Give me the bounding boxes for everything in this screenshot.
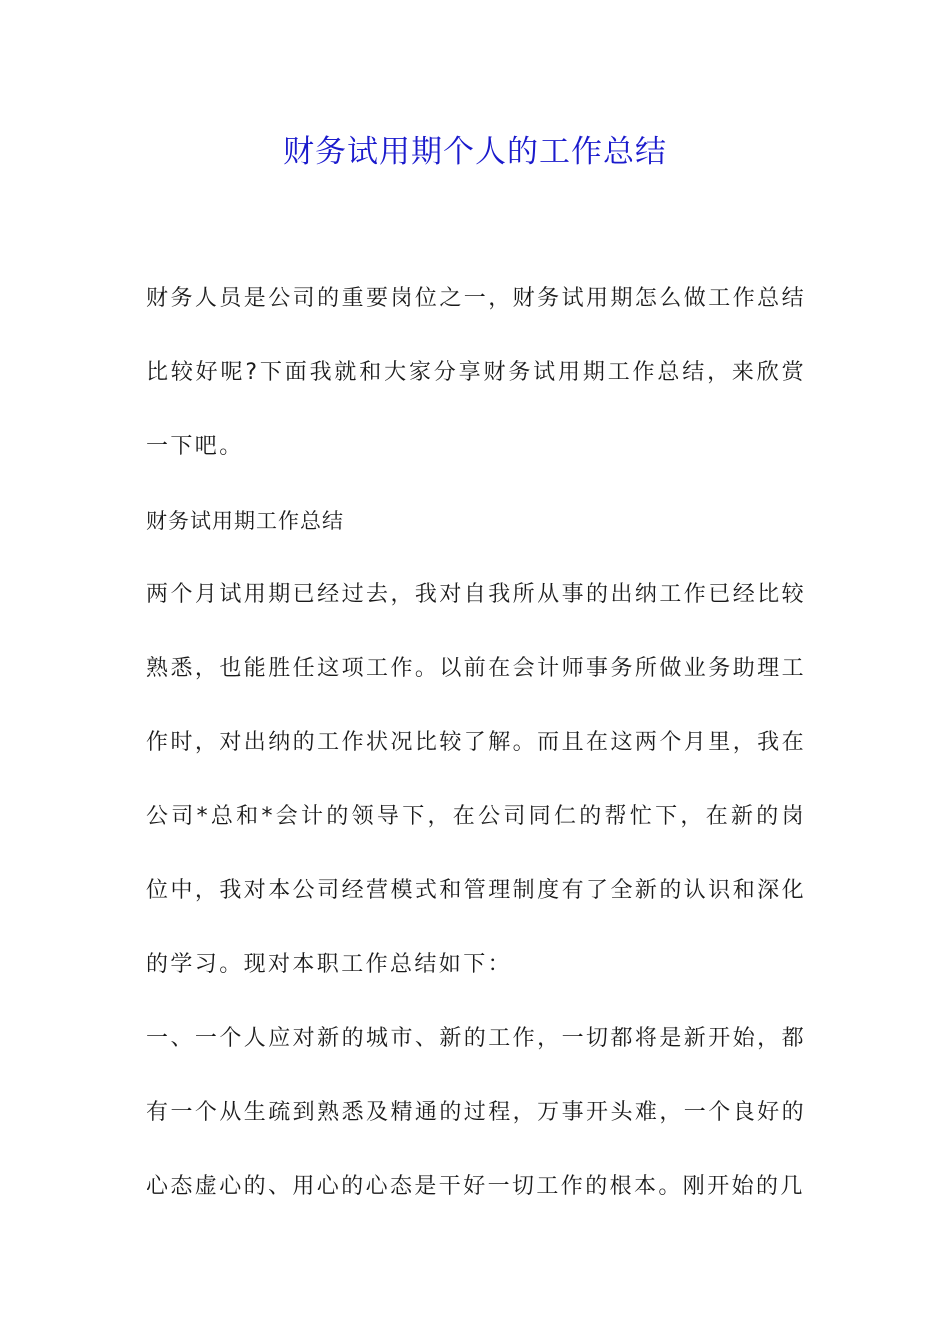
paragraph-intro: 财务人员是公司的重要岗位之一，财务试用期怎么做工作总结比较好呢?下面我就和大家分享财务试用期工作总结，来欣赏一下吧。 — [146, 286, 806, 459]
document-body — [146, 262, 806, 1224]
section-heading: 财务试用期工作总结 — [146, 509, 344, 533]
paragraph-overview: 两个月试用期已经过去，我对自我所从事的出纳工作已经比较熟悉，也能胜任这项工作。以前在会计师事务所做业务助理工作时，对出纳的工作状况比较了解。而且在这两个月里，我在公司*总和*会计的领导下，在公司同仁的帮忙下，在新的岗位中，我对本公司经营模式和管理制度有了全新的认识和深化的学习。现对本职工作总结如下： — [146, 582, 806, 977]
paragraph-point-one: 一、一个人应对新的城市、新的工作，一切都将是新开始，都有一个从生疏到熟悉及精通的过程，万事开头难，一个良好的心态虚心的、用心的心态是干好一切工作的根本。刚开始的几 — [146, 1026, 806, 1199]
document-title: 财务试用期个人的工作总结 — [283, 134, 667, 170]
